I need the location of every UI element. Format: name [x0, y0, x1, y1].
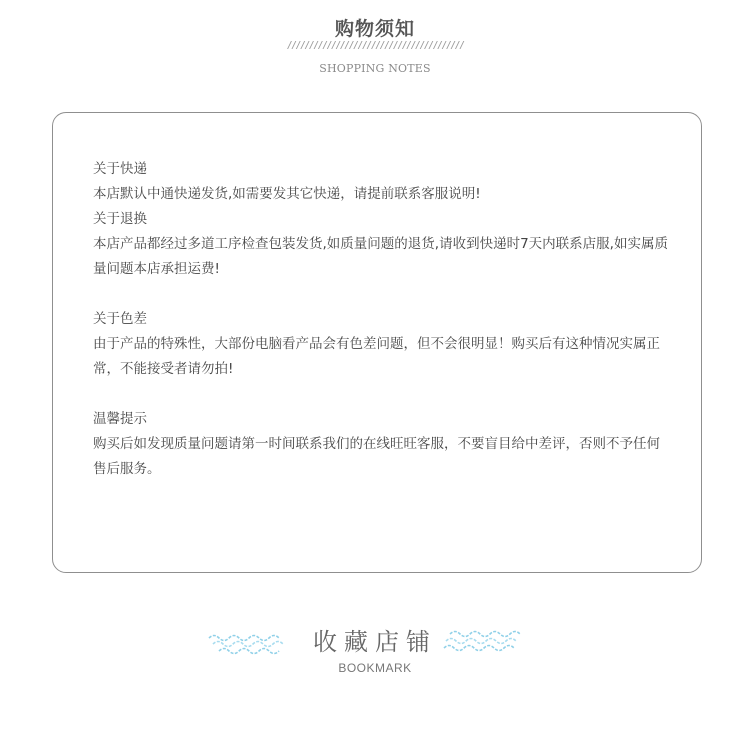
- section-title: 关于色差: [93, 311, 147, 327]
- shopping-notes-box: [52, 112, 702, 573]
- notes-content: [93, 157, 673, 482]
- section-body: 由于产品的特殊性，大部份电脑看产品会有色差问题，但不会很明显！购买后有这种情况实属正常，不能接受者请勿拍!: [93, 336, 660, 377]
- notes-section-shipping: [93, 157, 673, 207]
- title-decoration: ////////////////////////////////////////: [286, 40, 464, 51]
- notes-section-returns: [93, 207, 673, 282]
- bookmark-subtitle: BOOKMARK: [338, 661, 412, 675]
- bookmark-title[interactable]: 收藏店铺: [313, 628, 437, 656]
- notes-section-color-difference: [93, 307, 673, 382]
- section-body: 购买后如发现质量问题请第一时间联系我们的在线旺旺客服，不要盲目给中差评，否则不予任何售后服务。: [93, 436, 660, 477]
- notes-section-tips: [93, 407, 673, 482]
- page-title: 购物须知: [334, 18, 415, 40]
- wave-decoration-icon: [442, 628, 522, 658]
- section-title: 温馨提示: [93, 411, 147, 427]
- section-title: 关于快递: [93, 161, 147, 177]
- page-subtitle: SHOPPING NOTES: [319, 62, 431, 75]
- section-body: 本店产品都经过多道工序检查包装发货,如质量问题的退货,请收到快递时7天内联系店服,如实属质量问题本店承担运费!: [93, 236, 668, 277]
- section-body: 本店默认中通快递发货,如需要发其它快递，请提前联系客服说明!: [93, 186, 481, 202]
- section-title: 关于退换: [93, 211, 147, 227]
